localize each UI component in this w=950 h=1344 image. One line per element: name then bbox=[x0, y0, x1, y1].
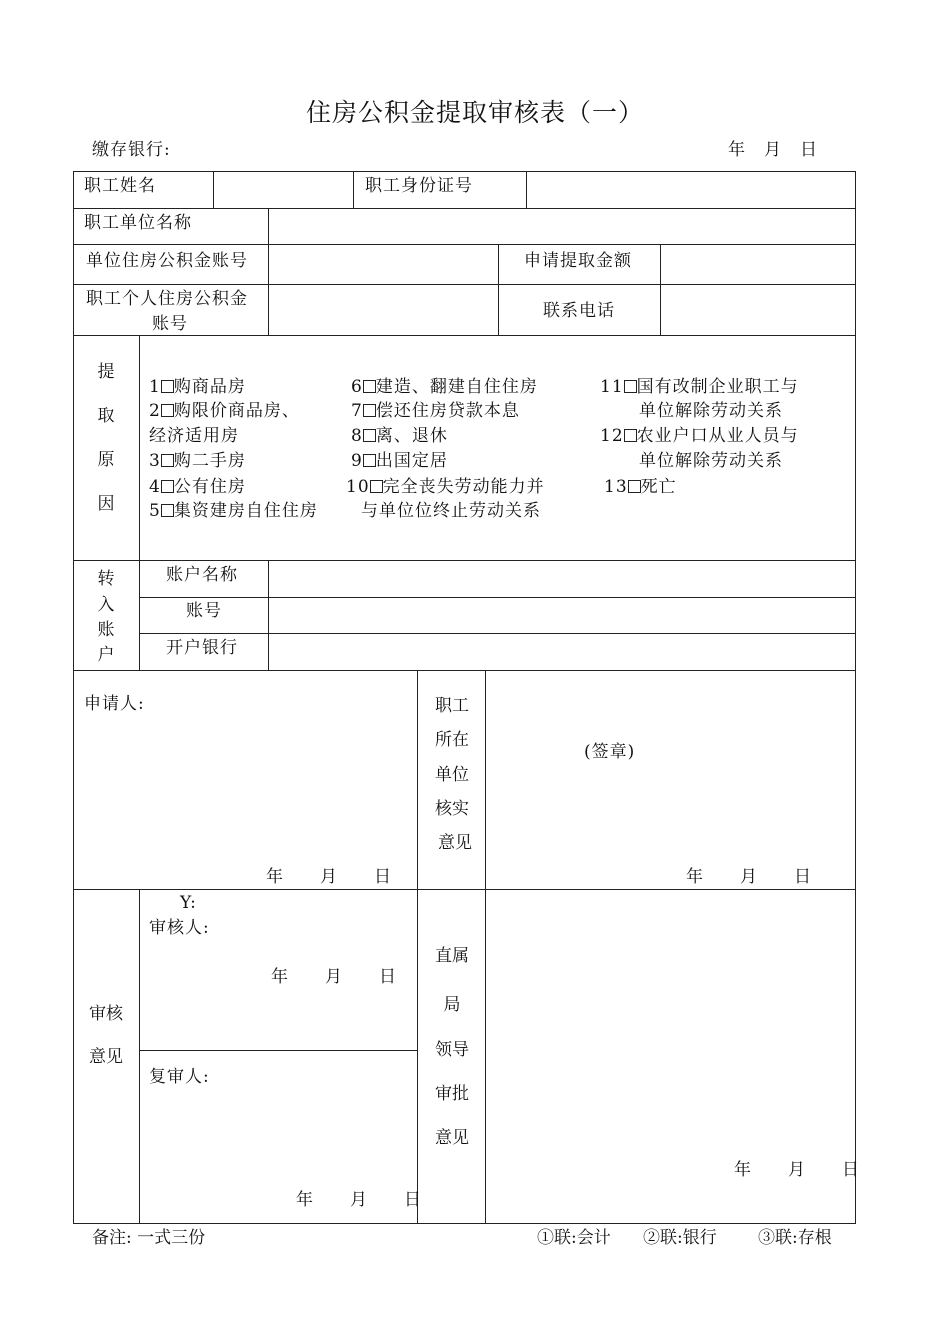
reason-9-checkbox[interactable] bbox=[363, 454, 376, 467]
reason-side-char: 因 bbox=[97, 494, 115, 514]
reason-12-checkbox[interactable] bbox=[624, 429, 637, 442]
reason-8: 8 离、退休 bbox=[351, 426, 448, 446]
leader-approval-label: 局 bbox=[443, 995, 461, 1015]
reason-side-char: 取 bbox=[97, 406, 115, 426]
reason-11-cont: 单位解除劳动关系 bbox=[639, 401, 783, 421]
unit-verify-label: 单位 bbox=[435, 765, 469, 785]
reason-2-cont: 经济适用房 bbox=[149, 426, 239, 446]
transfer-side-char: 户 bbox=[97, 645, 115, 665]
reason-7: 7 偿还住房贷款本息 bbox=[351, 401, 520, 421]
row-divider bbox=[73, 335, 856, 336]
col-divider bbox=[417, 670, 418, 1223]
reason-12-cont: 单位解除劳动关系 bbox=[639, 451, 783, 471]
deposit-bank-label: 缴存银行: bbox=[92, 140, 171, 160]
reason-11-checkbox[interactable] bbox=[624, 380, 637, 393]
unit-account-field[interactable] bbox=[270, 246, 497, 283]
reason-11: 11 国有改制企业职工与 bbox=[600, 377, 799, 397]
reason-13-checkbox[interactable] bbox=[628, 480, 641, 493]
col-divider bbox=[526, 171, 527, 208]
id-number-label: 职工身份证号 bbox=[365, 176, 473, 196]
account-name-field[interactable] bbox=[270, 562, 854, 596]
unit-verify-label: 所在 bbox=[435, 730, 469, 750]
leader-approval-label: 审批 bbox=[435, 1084, 469, 1104]
reason-2-checkbox[interactable] bbox=[161, 404, 174, 417]
reason-10: 10 完全丧失劳动能力并 bbox=[346, 477, 545, 497]
unit-verify-date: 年 月 日 bbox=[686, 867, 812, 887]
rechecker-date: 年 月 日 bbox=[296, 1190, 422, 1210]
review-side-label: 意见 bbox=[89, 1047, 123, 1067]
copy-stub: ③联:存根 bbox=[758, 1228, 832, 1248]
reason-2: 2 购限价商品房、 bbox=[149, 401, 300, 421]
table-border-bottom bbox=[73, 1223, 856, 1224]
reason-3: 3 购二手房 bbox=[149, 451, 246, 471]
reason-3-checkbox[interactable] bbox=[161, 454, 174, 467]
unit-verify-label: 职工 bbox=[435, 696, 469, 716]
reason-6-checkbox[interactable] bbox=[363, 380, 376, 393]
copy-bank: ②联:银行 bbox=[643, 1228, 717, 1248]
reason-9: 9 出国定居 bbox=[351, 451, 448, 471]
row-divider bbox=[139, 597, 856, 598]
reason-13: 13 死亡 bbox=[604, 477, 677, 497]
opening-bank-label: 开户银行 bbox=[166, 638, 238, 658]
reason-7-checkbox[interactable] bbox=[363, 404, 376, 417]
reason-6: 6 建造、翻建自住住房 bbox=[351, 377, 538, 397]
review-side-label: 审核 bbox=[89, 1004, 123, 1024]
unit-name-label: 职工单位名称 bbox=[84, 213, 192, 233]
reason-5-checkbox[interactable] bbox=[161, 504, 174, 517]
reviewer-date: 年 月 日 bbox=[271, 967, 397, 987]
phone-label: 联系电话 bbox=[543, 301, 615, 321]
unit-account-label: 单位住房公积金账号 bbox=[86, 251, 248, 271]
col-divider bbox=[139, 889, 140, 1223]
reason-12: 12 农业户口从业人员与 bbox=[600, 426, 799, 446]
applicant-date: 年 月 日 bbox=[266, 867, 392, 887]
col-divider bbox=[498, 244, 499, 335]
row-divider bbox=[139, 633, 856, 634]
unit-name-field[interactable] bbox=[270, 210, 854, 243]
opening-bank-field[interactable] bbox=[270, 635, 854, 669]
row-divider bbox=[73, 208, 856, 209]
personal-account-field[interactable] bbox=[270, 286, 497, 334]
reason-5: 5 集资建房自住住房 bbox=[149, 501, 318, 521]
col-divider bbox=[485, 670, 486, 1223]
rechecker-label: 复审人: bbox=[149, 1067, 210, 1087]
row-divider bbox=[73, 560, 856, 561]
unit-verify-label: 核实 bbox=[435, 799, 469, 819]
reason-side-char: 提 bbox=[97, 362, 115, 382]
row-divider bbox=[73, 889, 856, 890]
reason-8-checkbox[interactable] bbox=[363, 429, 376, 442]
col-divider bbox=[660, 244, 661, 335]
col-divider bbox=[268, 560, 269, 670]
header-date-label: 年 月 日 bbox=[728, 140, 818, 160]
table-border-left bbox=[73, 171, 74, 1223]
col-divider bbox=[139, 335, 140, 670]
phone-field[interactable] bbox=[662, 286, 854, 334]
yen-label: Y: bbox=[180, 893, 197, 913]
id-number-field[interactable] bbox=[528, 173, 854, 207]
reason-1-checkbox[interactable] bbox=[161, 380, 174, 393]
row-divider bbox=[73, 244, 856, 245]
amount-label: 申请提取金额 bbox=[524, 251, 632, 271]
reviewer-label: 审核人: bbox=[149, 918, 210, 938]
unit-verify-label: 意见 bbox=[438, 833, 472, 853]
reason-4-checkbox[interactable] bbox=[161, 480, 174, 493]
seal-label: (签章) bbox=[584, 742, 636, 762]
reason-1: 1 购商品房 bbox=[149, 377, 246, 397]
transfer-side-char: 入 bbox=[97, 595, 115, 615]
transfer-side-char: 转 bbox=[97, 569, 115, 589]
table-border-top bbox=[73, 171, 856, 172]
row-divider bbox=[73, 670, 856, 671]
reason-10-checkbox[interactable] bbox=[370, 480, 383, 493]
leader-approval-label: 领导 bbox=[435, 1040, 469, 1060]
leader-approval-label: 直属 bbox=[435, 946, 469, 966]
account-no-label: 账号 bbox=[186, 601, 222, 621]
reason-side-char: 原 bbox=[97, 450, 115, 470]
applicant-label: 申请人: bbox=[84, 694, 145, 714]
copy-accounting: ①联:会计 bbox=[537, 1228, 611, 1248]
amount-field[interactable] bbox=[662, 246, 854, 283]
transfer-side-char: 账 bbox=[97, 620, 115, 640]
personal-account-label-cont: 账号 bbox=[152, 314, 188, 334]
table-border-right bbox=[855, 171, 856, 1223]
account-name-label: 账户名称 bbox=[166, 565, 238, 585]
row-divider bbox=[73, 284, 856, 285]
leader-approval-label: 意见 bbox=[435, 1128, 469, 1148]
row-divider bbox=[139, 1050, 417, 1051]
col-divider bbox=[353, 171, 354, 208]
reason-10-cont: 与单位位终止劳动关系 bbox=[361, 501, 541, 521]
account-no-field[interactable] bbox=[270, 599, 854, 632]
col-divider bbox=[213, 171, 214, 208]
employee-name-label: 职工姓名 bbox=[84, 176, 156, 196]
reason-4: 4 公有住房 bbox=[149, 477, 246, 497]
footer-note: 备注: 一式三份 bbox=[92, 1228, 206, 1248]
col-divider bbox=[268, 208, 269, 335]
employee-name-field[interactable] bbox=[215, 173, 352, 207]
personal-account-label: 职工个人住房公积金 bbox=[86, 289, 248, 309]
form-title: 住房公积金提取审核表（一） bbox=[305, 98, 644, 127]
leader-approval-date: 年 月 日 bbox=[734, 1160, 860, 1180]
